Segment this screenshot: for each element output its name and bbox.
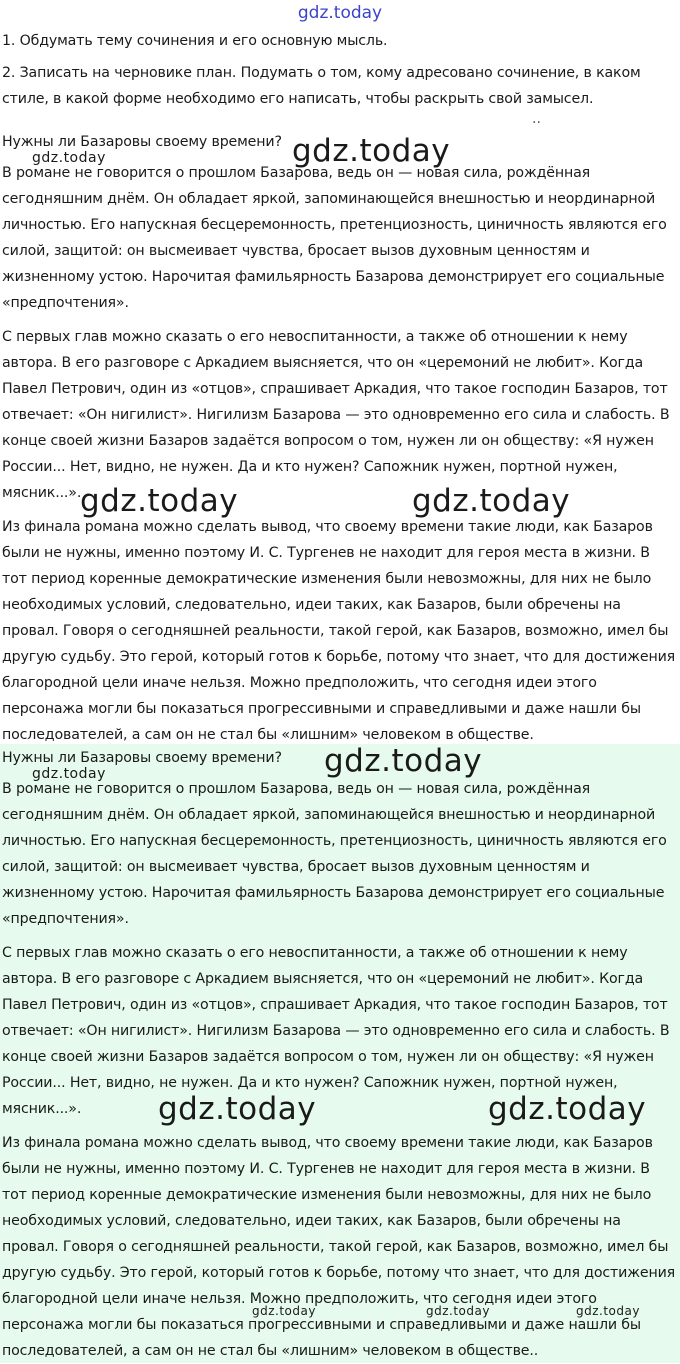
essay-paragraph-2: С первых глав можно сказать о его невоспитанности, а также об отношении к нему автора. В его разговоре с Аркадием выясняется, что он «церемоний не любит». Когда Павел Петрович, один из «отцов», спрашивает Аркадия, что такое господин Базаров, тот отвечает: «Он нигилист». Нигилизм Базарова — это одновременно его сила и слабость. В конце своей жизни Базаров задаётся вопросом о том, нужен ли он обществу: «Я нужен России... Нет, видно, не нужен. Да и кто нужен? Сапожник нужен, портной нужен, мясник...».: [2, 329, 670, 501]
essay-paragraph-3: Из финала романа можно сделать вывод, что своему времени такие люди, как Базаров были не нужны, именно поэтому И. С. Тургенев не находит для героя места в жизни. В тот период коренные демократические изменения были невозможны, для них не было необходимых условий, следовательно, идеи таких, как Базаров, были обречены на провал. Говоря о сегодняшней реальности, такой герой, как Базаров, возможно, имел бы другую судьбу. Это герой, который готов к борьбе, потому что знает, что для достижения благородной цели иначе нельзя. Можно предположить, что сегодня идеи этого персонажа могли бы показаться прогрессивными и справедливыми и даже нашли бы последователей, а сам он не стал бы «лишним» человеком в обществе..: [2, 1135, 676, 1359]
instruction-step-2: 2. Записать на черновике план. Подумать о том, кому адресовано сочинение, в каком стиле, в какой форме необходимо его написать, чтобы раскрыть свой замысел.: [2, 65, 641, 107]
watermark: gdz.today: [80, 483, 239, 519]
watermark: gdz.today: [324, 743, 483, 779]
watermark: gdz.today: [32, 150, 106, 166]
essay-copy-1: [0, 128, 680, 744]
instruction-step-1: 1. Обдумать тему сочинения и его основную мысль.: [2, 33, 388, 49]
watermark: gdz.today: [576, 1304, 640, 1318]
cut-off-line: ..: [532, 111, 541, 127]
site-logo-watermark[interactable]: gdz.today: [297, 3, 383, 23]
watermark: gdz.today: [158, 1091, 317, 1127]
watermark: gdz.today: [32, 766, 106, 782]
essay-title: Нужны ли Базаровы своему времени?: [2, 134, 282, 150]
watermark: gdz.today: [426, 1304, 490, 1318]
essay-copy-2: [0, 744, 680, 1363]
essay-paragraph-2: С первых глав можно сказать о его невоспитанности, а также об отношении к нему автора. В его разговоре с Аркадием выясняется, что он «церемоний не любит». Когда Павел Петрович, один из «отцов», спрашивает Аркадия, что такое господин Базаров, тот отвечает: «Он нигилист». Нигилизм Базарова — это одновременно его сила и слабость. В конце своей жизни Базаров задаётся вопросом о том, нужен ли он обществу: «Я нужен России... Нет, видно, не нужен. Да и кто нужен? Сапожник нужен, портной нужен, мясник...».: [2, 945, 670, 1117]
essay-paragraph-3: Из финала романа можно сделать вывод, что своему времени такие люди, как Базаров были не нужны, именно поэтому И. С. Тургенев не находит для героя места в жизни. В тот период коренные демократические изменения были невозможны, для них не было необходимых условий, следовательно, идеи таких, как Базаров, были обречены на провал. Говоря о сегодняшней реальности, такой герой, как Базаров, возможно, имел бы другую судьбу. Это герой, который готов к борьбе, потому что знает, что для достижения благородной цели иначе нельзя. Можно предположить, что сегодня идеи этого персонажа могли бы показаться прогрессивными и справедливыми и даже нашли бы последователей, а сам он не стал бы «лишним» человеком в обществе.: [2, 519, 676, 743]
essay-paragraph-1: В романе не говорится о прошлом Базарова, ведь он — новая сила, рождённая сегодняшним днём. Он обладает яркой, запоминающейся внешностью и неординарной личностью. Его напускная бесцеремонность, претенциозность, циничность являются его силой, защитой: он высмеивает чувства, бросает вызов духовным ценностям и жизненному устою. Нарочитая фамильярность Базарова демонстрирует его социальные «предпочтения».: [2, 165, 667, 311]
watermark: gdz.today: [292, 133, 451, 169]
watermark: gdz.today: [252, 1304, 316, 1318]
watermark: gdz.today: [488, 1091, 647, 1127]
essay-paragraph-1: В романе не говорится о прошлом Базарова, ведь он — новая сила, рождённая сегодняшним днём. Он обладает яркой, запоминающейся внешностью и неординарной личностью. Его напускная бесцеремонность, претенциозность, циничность являются его силой, защитой: он высмеивает чувства, бросает вызов духовным ценностям и жизненному устою. Нарочитая фамильярность Базарова демонстрирует его социальные «предпочтения».: [2, 781, 667, 927]
essay-title: Нужны ли Базаровы своему времени?: [2, 750, 282, 766]
watermark: gdz.today: [412, 483, 571, 519]
